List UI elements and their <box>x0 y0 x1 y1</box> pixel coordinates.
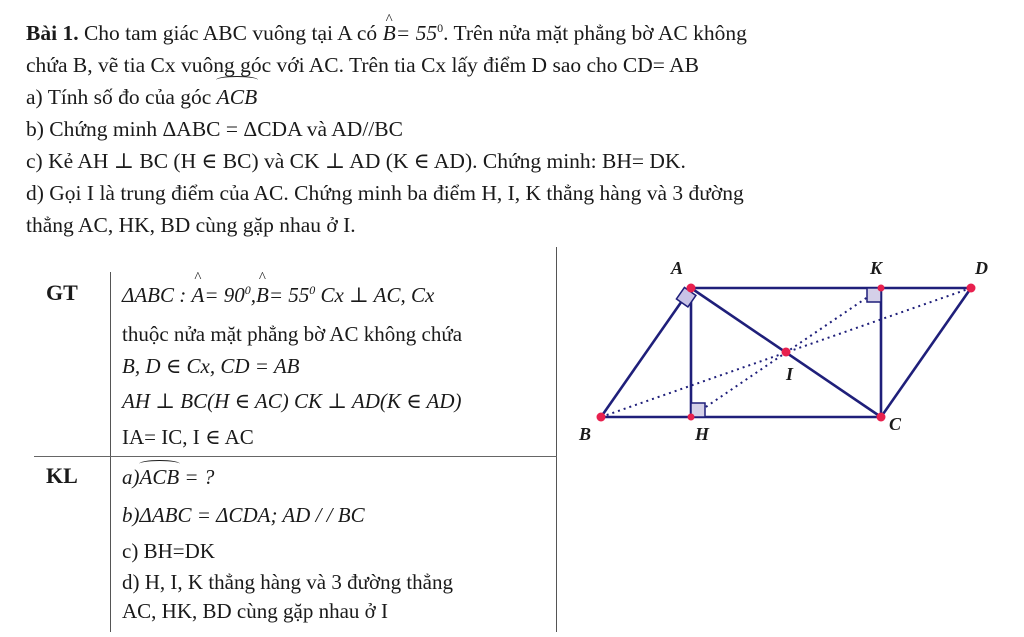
intro-text-2: . Trên nửa mặt phẳng bờ AC không <box>443 21 747 46</box>
table-horizontal-divider <box>34 456 557 457</box>
label-b: B <box>579 424 592 444</box>
table-vertical-divider <box>110 272 111 632</box>
point-i <box>782 348 791 357</box>
problem-statement <box>26 12 1011 241</box>
question-a <box>26 81 1011 113</box>
gt-deg-2: 0 <box>309 283 316 297</box>
gt-triangle: ΔABC : <box>122 283 187 307</box>
gt-cx-perp: Cx ⊥ AC, Cx <box>315 283 435 307</box>
gt-label: GT <box>46 280 78 305</box>
point-b <box>597 413 606 422</box>
segment-cd <box>881 288 971 417</box>
kl-label: KL <box>46 463 78 488</box>
point-k <box>878 285 885 292</box>
geometry-figure <box>575 250 1005 450</box>
question-d-line-2: thẳng AC, HK, BD cùng gặp nhau ở I. <box>26 213 356 238</box>
point-h <box>688 414 695 421</box>
kl-line-a <box>122 465 214 490</box>
problem-line-2: chứa B, vẽ tia Cx vuông góc với AC. Trên tia Cx lấy điểm D sao cho CD= AB <box>26 53 699 78</box>
gt-line-4: AH ⊥ BC(H ∈ AC) CK ⊥ AD(K ∈ AD) <box>122 389 462 413</box>
kl-line-d1: d) H, I, K thẳng hàng và 3 đường thẳng <box>122 570 454 594</box>
label-d: D <box>975 258 988 278</box>
point-d <box>967 284 976 293</box>
label-i: I <box>786 364 794 384</box>
segment-ab <box>601 288 691 417</box>
point-c <box>877 413 886 422</box>
angle-b-symbol: ^ B <box>383 17 396 49</box>
label-a: A <box>671 258 684 278</box>
degree-mark: 0 <box>437 21 444 35</box>
gt-deg-1: 0 <box>244 283 251 297</box>
gt-comma: , <box>250 283 256 307</box>
gt-line-3: B, D ∈ Cx, CD = AB <box>122 354 300 378</box>
label-k: K <box>870 258 883 278</box>
figure-points <box>597 284 976 422</box>
kl-line-b: b)ΔABC = ΔCDA; AD / / BC <box>122 503 365 527</box>
question-d-line-1: d) Gọi I là trung điểm của AC. Chứng minh ba điểm H, I, K thẳng hàng và 3 đường <box>26 181 744 206</box>
kl-a-prefix: a) <box>122 465 140 489</box>
problem-title: Bài 1. <box>26 21 79 46</box>
label-c: C <box>889 414 902 434</box>
gt-angle-b: ^ B <box>256 283 269 308</box>
point-a <box>687 284 696 293</box>
gt-angle-a: ^ A <box>191 283 204 308</box>
table-right-border <box>556 247 557 632</box>
gt-angle-a-val: = 90 <box>204 283 245 307</box>
gt-line-1 <box>122 283 434 308</box>
kl-line-d2: AC, HK, BD cùng gặp nhau ở I <box>122 599 388 623</box>
question-b: b) Chứng minh ΔABC = ΔCDA và AD//BC <box>26 117 403 142</box>
gt-kl-table <box>24 247 557 632</box>
question-c: c) Kẻ AH ⊥ BC (H ∈ BC) và CK ⊥ AD (K ∈ AD). Chứng minh: BH= DK. <box>26 149 686 174</box>
question-a-text: a) Tính số đo của góc <box>26 85 212 110</box>
kl-a-angle: ACB <box>139 465 180 489</box>
gt-angle-b-val: = 55 <box>268 283 310 307</box>
gt-line-5: IA= IC, I ∈ AC <box>122 425 254 449</box>
gt-line-2: thuộc nửa mặt phẳng bờ AC không chứa <box>122 322 463 346</box>
question-a-angle: ACB <box>217 81 258 113</box>
kl-line-c: c) BH=DK <box>122 539 215 563</box>
problem-line-1 <box>26 12 1011 49</box>
label-h: H <box>695 424 710 444</box>
angle-b-value: = 55 <box>395 21 438 46</box>
intro-text-1: Cho tam giác ABC vuông tại A có <box>83 21 378 46</box>
kl-a-suffix: = ? <box>184 465 215 489</box>
